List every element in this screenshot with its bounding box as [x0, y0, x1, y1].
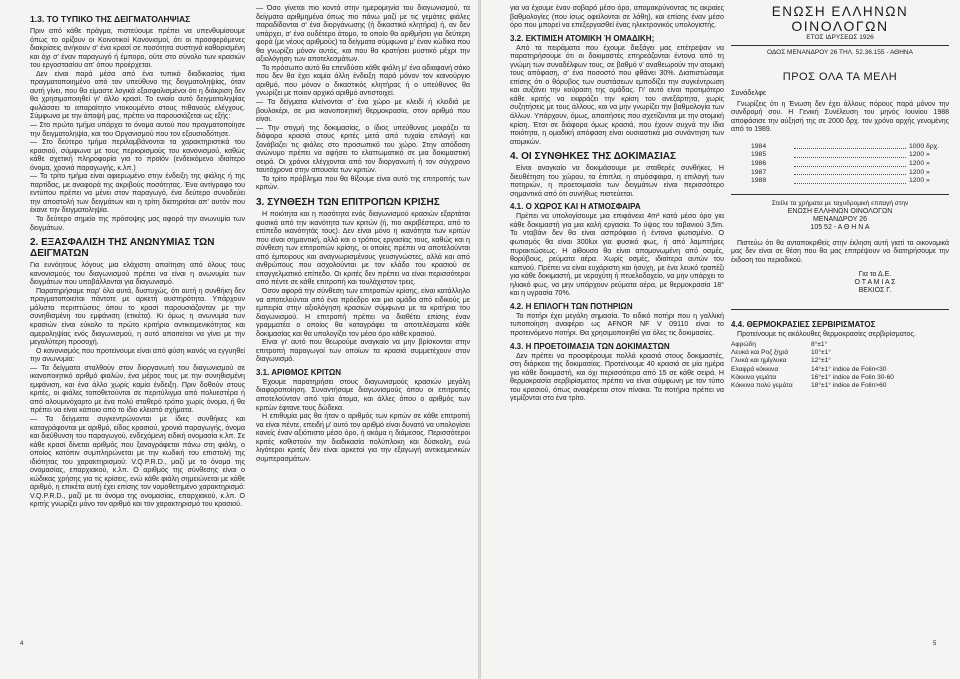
serving-temperature: 10°±1° — [811, 349, 831, 357]
page-number-right: 5 — [933, 641, 937, 647]
subscription-amount: 1200 » — [909, 168, 930, 176]
send-instruction: Στείλε τα χρήματα με ταχυδρομική επιταγή στην — [771, 199, 909, 207]
founded-year: ΕΤΟΣ ΙΔΡΥΣΕΩΣ 1926 — [806, 34, 874, 41]
subscription-year: 1984 — [751, 142, 767, 150]
subscription-list — [731, 143, 949, 186]
wine-type: Αφρώδη — [731, 340, 756, 348]
paragraph: — Το τρίτο τμήμα είναι αφιερωμένο στην ένδειξη της φιάλης ή της παρτίδας, με αναφορά της ακριβούς ποσότητας. Ένα αντίγραφο του εντύπου πρέπει να μένει στον παραγωγό, ένα δεύτερο συνοδεύει την αποστολή των δειγμάτων και η τρίτη διατηρείται απ' αυτόν που έκανε την δειγματοληψία. — [30, 172, 245, 215]
subscription-row — [731, 151, 949, 160]
subscription-amount: 1200 » — [909, 177, 930, 185]
temperature-row — [731, 382, 949, 390]
paragraph: Είναι γι' αυτό που θεωρούμε αναγκαίο να μην βρίσκονται στην επιτροπή παραγωγοί των οποίων τα κρασιά συμμετέχουν στον διαγωνισμό. — [256, 338, 470, 364]
serving-temperature: 18°±1° indice de Folin>60 — [811, 381, 887, 389]
leader-dots — [794, 143, 906, 150]
section-heading-4: 4. ΟΙ ΣΥΝΘΗΚΕΣ ΤΗΣ ΔΟΚΙΜΑΣΙΑΣ — [510, 151, 677, 163]
section-heading-4-4: 4.4. ΘΕΡΜΟΚΡΑΣΙΕΣ ΣΕΡΒΙΡΙΣΜΑΤΟΣ — [731, 320, 876, 330]
leader-dots — [794, 160, 906, 167]
temperature-row — [731, 366, 949, 374]
section-heading-1-3: 1.3. ΤΟ ΤΥΠΙΚΟ ΤΗΣ ΔΕΙΓΜΑΤΟΛΗΨΙΑΣ — [30, 14, 191, 24]
section-heading-4-1: 4.1. Ο ΧΩΡΟΣ ΚΑΙ Η ΑΤΜΟΣΦΑΙΡΑ — [510, 202, 641, 212]
paragraph: Παρατηρήσαμε παρ' όλα αυτά, δυστυχώς, ότι αυτή η συνθήκη δεν πραγματοποιείται πάντοτε με αρκετή αυστηρότητα. Υπάρχουν μάλιστα περιπτώσεις όπου το κρασί παρουσιάζονταν με την συνηθισμένη του εμφάνιση (ετικέτα). Κι όμως η ανωνυμία των κρασιών είναι εύκολο το πρώτο κριτήριο αντικειμενικότητας και αμεροληψίας ενός διαγωνισμού, η αυτό απαιτείται να γίνει με την μεγαλύτερη προσοχή. — [30, 286, 245, 347]
leader-dots — [794, 151, 906, 158]
subscription-amount: 1000 δρχ. — [909, 142, 940, 150]
wine-type: Κόκκινα πολύ γεμάτα — [731, 381, 793, 389]
paragraph: Το τρίτο πρόβλημα που θα θίξουμε είναι αυτό της επιτροπής των κριτών. — [256, 174, 470, 192]
announcement-box — [731, 4, 949, 390]
right-column-3 — [510, 4, 724, 403]
section-heading-4-3: 4.3. Η ΠΡΟΕΤΟΙΜΑΣΙΑ ΤΩΝ ΔΟΚΙΜΑΣΤΩΝ — [510, 341, 670, 351]
leader-dots — [794, 169, 906, 176]
paragraph: Όσον αφορά την σύνθεση των επιτροπών κρίσης, είναι κατάλληλο να αποτελούνται από ένα πρόεδρο και μια ομάδα από ειδικούς με εμπειρία στην αξιολόγηση κρασιών σύμφωνα με τα κριτήρια του διαγωνισμού. Η επιτροπή πρέπει να διαθέτει επίσης έναν γραμματέα ο οποίος θα καταγράφει τα αποτελέσματα κάθε δοκιμασίας και θα υπολογίζει τον μέσο όρο κάθε κρασιού. — [256, 286, 470, 338]
paragraph: Η επιθυμία μας θα ήταν ο αριθμός των κριτών σε κάθε επιτροπή να είναι πέντε, επειδή μ' αυτό τον αριθμό είναι δυνατό να υπολογίσει κανείς έναν αξιόπιστο μέσο όρο, ή ακόμα η διάμεσος. Περισσότεροι κριτές καθιστούν την διαδικασία πολύπλοκη και δύσκολη, ενώ λιγότεροι κριτές δεν είναι αρκετοί για την εξαγωγή αντικειμενικών συμπερασμάτων. — [256, 412, 470, 463]
section-heading-4-2: 4.2. Η ΕΠΙΛΟΓΗ ΤΩΝ ΠΟΤΗΡΙΩΝ — [510, 301, 633, 311]
to-all-members-heading: ΠΡΟΣ ΟΛΑ ΤΑ ΜΕΛΗ — [782, 71, 898, 83]
divider — [731, 45, 949, 46]
leader-dots — [794, 177, 906, 184]
wine-type: Ελαφρά κόκκινα — [731, 365, 779, 373]
serving-temperature: 14°±1° indice de Folin<30 — [811, 365, 887, 373]
serving-temperature: 12°±1° — [811, 357, 831, 365]
send-association-name: ΕΝΩΣΗ ΕΛΛΗΝΩΝ ΟΙΝΟΛΟΓΩΝ — [787, 207, 893, 215]
serving-temperature: 8°±1° — [811, 340, 828, 348]
announcement-body: Γνωρίζεις ότι η Ένωση δεν έχει άλλους πόρους παρά μόνον την συνδρομή σου. Η Γενική Συνέλευση του μηνός Ιουνίου 1988 αποφάσισε την αύξησή της σε 2000 δρχ. τον χρόνο αρχής γενομένης από το 1989. — [731, 100, 949, 134]
subscription-row — [731, 169, 949, 178]
divider — [731, 309, 949, 310]
paragraph: Πρέπει να υπολογίσουμε μια επιφάνεια 4m² κατά μέσο όρο για κάθε δοκιμαστή για μια καλή εργασία. Το ύψος του ταβανιού 3,5m. Το νταβάνι δεν θα είναι ασπρόφαιο ή έντονα φωτισμένο. Ο φωτισμός θα είναι 300lux για φυσικό φως, ή από λαμπτήρες πυρακτώσεως. Η αίθουσα θα είναι απομονωμένη από οσμές, θορύβους, ρεύματα αέρα. Χωρίς οσμές, ιδιαίτερα αυτών του καπνού. Πρέπει να είναι ευχάριστη και ήσυχη, με ένα λευκό τραπέζι για κάθε δοκιμαστή, με νεροχύτη ή πτυελοδοχείο, να μην υπάρχει το ηλιακό φως, να μην υπάρχουν ρεύματα αέρα, με θερμοκρασία 18° και η υγρασία 70%. — [510, 212, 724, 298]
temperature-row — [731, 357, 949, 365]
wine-type: Λευκά και Ροζ ξηρά — [731, 349, 789, 357]
wine-type: Κόκκινα γεμάτα — [731, 373, 777, 381]
for-board: Για το Δ.Ε. — [858, 271, 892, 279]
subscription-row — [731, 143, 949, 152]
paragraph: Έχουμε παρατηρήσει στους διαγωνισμούς κρασιών μεγάλη διαφοροποίηση. Συναντήσαμε διαγωνισμούς όπου οι επιτροπές αποτελούνταν από τρία άτομα, και άλλες όπου ο αριθμός των κριτών έφτανε τους δώδεκα. — [256, 377, 470, 412]
section-heading-3-1: 3.1. ΑΡΙΘΜΟΣ ΚΡΙΤΩΝ — [256, 367, 342, 377]
divider — [731, 194, 949, 195]
left-page — [0, 0, 478, 679]
paragraph: Δεν είναι παρά μέσα από ένα τυπικό διαδικασίας τίμια πραγματοποιημένο από τον υπεύθυνο της δειγματοληψίας, όταν αυτή γίνει, που θα είμαστε λογικά εξασφαλισμένοι ότι η διάκριση δεν θα χρησιμοποιηθεί γι' άλλο κρασί. Το ενιαίο αυτό δειγματοληψίας φυλάσσει το απαραίτητο ντοκουμέντο στους πιθανούς ελέγχους. Σύμφωνα με την άποψή μας, πρέπει να παρουσιάζεται ως εξής: — [30, 69, 245, 121]
treasurer-signature: ΒΕΚΙΟΣ Γ. — [858, 287, 892, 295]
send-city: 105 52 - Α Θ Η Ν Α — [810, 223, 870, 231]
send-street: ΜΕΝΑΝΔΡΟΥ 26 — [812, 215, 868, 223]
paragraph: Από τα πειράματα που έχουμε διεξάγει μας επέτρεψαν να παρατηρήσουμε ότι οι δοκιμαστές επηρεάζονται έντονα από τη γνώμη των συναδέλφων τους, σε βαθμό ν' αναθεωρούν την ατομική τους απόφαση, σ' ένα ποσοστό που φθάνει 30%. Διαπιστώσαμε επίσης ότι ο θόρυβος των συστάσεων εμποδίζει την συγκέντρωση και αυξάνει την κούραση της ομάδας. Γι' αυτό είναι προτιμότερο κάθε κριτής να εκφράζει την κρίση του ανεξάρτητα, χωρίς συζητήσεις με τους άλλους, και να μην γνωρίζει την βαθμολογία των άλλων. Υπάρχουν, όμως, απαιτήσεις που σχετίζονται με την ατομική κρίση. Έτσι σε διάφορα όμως κρασιά, που έχουν συχνά την ίδια ποιότητα, η ομαδική απόφαση είναι ουσιαστικά μια συνάντηση των ατομικών. — [510, 43, 724, 146]
subscription-year: 1987 — [751, 168, 767, 176]
page-number-left: 4 — [20, 641, 24, 647]
subscription-row — [731, 160, 949, 169]
section-heading-3: 3. ΣΥΝΘΕΣΗ ΤΩΝ ΕΠΙΤΡΟΠΩΝ ΚΡΙΣΗΣ — [256, 197, 440, 209]
subscription-row — [731, 177, 949, 186]
temperature-row — [731, 341, 949, 349]
association-name-line1: ΕΝΩΣΗ ΕΛΛΗΝΩΝ — [771, 4, 909, 19]
subscription-amount: 1200 » — [909, 151, 930, 159]
right-page — [481, 0, 960, 679]
serving-temperature: 16°±1° indice de Folin 30-60 — [811, 373, 894, 381]
subscription-year: 1986 — [751, 159, 767, 167]
paragraph: — Τα δείγματα κλείνονται σ' ένα χώρο με κλειδί ή κλειδιά με βουλοκέρι, σε μια ικανοποιητική θερμοκρασία, στον αριθμό που είναι. — [256, 98, 470, 124]
association-name-line2: ΟΙΝΟΛΟΓΩΝ — [791, 18, 889, 34]
section-heading-3-2: 3.2. ΕΚΤΙΜΙΣΗ ΑΤΟΜΙΚΗ Ή ΟΜΑΔΙΚΗ; — [510, 33, 655, 43]
paragraph: — Την στιγμή της δοκιμασίας, ο ίδιος υπεύθυνος μοιράζει τα διάφορα κρασιά στους κριτές μετά από τυχαία επιλογή και ξανάβαζει τις φιάλες στο προσωπικό του χώρο. Στην απόδοση ανώνυμο πρέπει να αφήσει το ελαττωματικό σε μια δοκιμαστική σειρά. Οι χρόνοι ελέγχονται από τον διοργανωτή ή τον σύγχρονο ταυτόχρονα στην απουσία των κριτών. — [256, 123, 470, 175]
subscription-amount: 1200 » — [909, 159, 930, 167]
paragraph: Το ποτήρι έχει μεγάλη σημασία. Το ειδικό ποτήρι που η γαλλική τυποποίηση αναφέρει ως AFNOR NF V 09110 είναι το προτεινόμενο ποτήρι. Θα χρησιμοποιηθεί για όλες τις δοκιμασίες. — [510, 311, 724, 337]
paragraph: — Τα δείγματα σταλθούν στον διοργανωτή του διαγωνισμού σε ικανοποιητικό αριθμό φιαλών, ένα μέρος τους με την συνηθισμένη εμφάνιση, και ένα άλλο χωρίς καμία ένδειξη. Πριν δοθούν στους κριτές, οι φιάλες τοποθετούνται σε περιτύλιγμα από πολυεστέρα ή από αλουμινόχαρτο με ένα πολύ σταθερό τρόπο χωρίς όνομα, ή θα πρέπει να είναι κάποιο από το ίδιο κλειστό σχήματα. — [30, 363, 245, 415]
paragraph: Πριν από κάθε πράγμα, πιστεύουμε πρέπει να υπενθυμίσουμε όπως το ορίζουν οι Κοινοτικοί Κανονισμοί, ότι οι προσφερόμενες διακρίσεις ανήκουν σ' ένα κρασί σε ποσότητα συστηνά καθορισμένη και όχι σ' έναν παραγωγό ή έμπορο, ούτε στο σύνολο των κρασιών του εργοστασίου απ' όπου προέρχεται. — [30, 27, 245, 70]
temperature-table — [731, 341, 949, 390]
treasurer-title: Ο Τ Α Μ Ι Α Σ — [854, 279, 896, 287]
salutation: Συνάδελφε — [731, 88, 767, 97]
subscription-year: 1985 — [751, 151, 767, 159]
paragraph: — Στο δεύτερο τμήμα περιλαμβάνονται τα χαρακτηριστικά του κρασιού, σύμφωνα με τους περιορισμούς του κανονισμού, καθώς κάθε σχετική πληροφορία για το προϊόν (ενδεικόμενο ιδιαίτερο όνομα, χρονιά παραγωγής, κ.λπ.) — [30, 138, 245, 172]
left-column-2 — [256, 4, 470, 463]
paragraph: Δεν πρέπει να προσφέρουμε πολλά κρασιά στους δοκιμαστές, στη διάρκεια της δοκιμασίας. Προτείνουμε 40 κρασιά σε μία ημέρα για κάθε δοκιμαστή, και όχι περισσότερα από 15 σε κάθε σειρά. Η θερμοκρασία σερβιρίσματος πρέπει να είναι σύμφωνη με τον τύπο του κρασιού, όπως αναφέρεται στον πίνακα. Τα ποτήρια πρέπει να γεμίζονται στο ένα τρίτο. — [510, 351, 724, 403]
paragraph: Για ευνόητους λόγους μια ελάχιστη απαίτηση από όλους τους κανονισμούς του διαγωνισμού πρέπει να είναι η ανωνυμία των δειγμάτων που υποβάλλονται για διαγωνισμό. — [30, 261, 245, 287]
temperature-row — [731, 374, 949, 382]
paragraph: Το δεύτερο σημείο της πρόσοψης μας αφορά την ανωνυμία των δειγμάτων. — [30, 215, 245, 232]
paragraph: — Στο πρώτο τμήμα υπάρχει το όνομα αυτού που πραγματοποίησε την δειγματοληψία, και του Οργανισμού που τον εξουσιοδότησε. — [30, 121, 245, 138]
paragraph: για να έχουμε έναν σοβαρό μέσο όρο, απομακρύνοντας τις ακραίες βαθμολογίες (που ίσως οφείλονται σε λάθη), και επίσης έναν μέσο όρο που μπορεί να επεξεργασθεί ένας ηλεκτρονικός υπολογιστής. — [510, 4, 724, 30]
paragraph: Ο κανονισμός που προτείνουμε είναι από φύση ικανός να εγγυηθεί την ανωνυμία: — [30, 346, 245, 364]
paragraph: — Όσο γίνεται πιο κοντά στην ημερομηνία του διαγωνισμού, τα δείγματα αριθμημένα όπως πιο πάνω μαζί με τις γεμάτες φιάλες παραδίδονται σ' ένα διοργάνωσης (ή δικαστικό κλητήρα) ή, αν δεν υπάρχει, σ' ένα ουδέτερο άτομο, το οποίο θα αριθμήσει για δεύτερη φορά (με νέους αριθμούς) τα δείγματα σύμφωνα μ' έναν κώδικα που θα γνωρίζει μόνον αυτός, και που θα κρατήσει μυστικό μέχρι την αξιολόγηση των αποτελεσμάτων. — [256, 4, 470, 64]
paragraph: Η ποιότητα και η ποσότητα ενός διαγωνισμού κρασιών εξαρτάται φυσικά από την ικανότητα των κριτών (ή, πιο ακριβέστερα, από το επίπεδο ικανότητάς τους). Δεν είναι μόνο η ικανότητα των κριτών που είναι σημαντική, αλλά και ο τρόπος εργασίας τους, καθώς και η σύνθεση των επιτροπών κρίσης, οι οποίες πρέπει να αποτελούνται από έμπειρους και αναγνωρισμένους γευσιγνώστες, αλλά και από ανθρώπους που ασχολούνται με τον κλάδο του κρασιού σε επαγγελματικό επίπεδο. Οι κριτές δεν πρέπει να είναι περισσότεροι από πέντε σε κάθε επιτροπή και τουλάχιστον τρεις. — [256, 210, 470, 287]
paragraph: — Τα δείγματα συγκεντρώνονται με ίδιες συνθήκες και καταγράφονται με αριθμό, είδος κρασιού, χρονιά παραγωγής, όνομα και διεύθυνση του παραγωγού, ενδεχόμενη ειδική ονομασία κ.λπ. Σε κάθε κρασί δίνεται αριθμός που ξαναγράφεται πάνω στη φιάλη, ο οποίος κατόπιν συμπληρώνεται με την κωδική του επιστολή της ιδιότητας του χαρακτηρισμού: V.Q.P.R.D., μαζί με το όνομα της ονομασίας, επαρχιακού, κ.λπ. Ο αριθμός της σύνθεσης είναι ο κώδικας χρήσης για τις κρίσεις, ενώ κάθε φιάλη σημειώνεται με κάθε αριθμό, η επικέτα αυτή έχει επίσης τον νομοθετημένο χαρακτηρισμό: V.Q.P.R.D., μαζί με το όνομα της ονομασίας, επαρχιακού, κ.λπ. Ο κριτής γνωρίζει μόνο τον αριθμό και τον χαρακτηρισμό του κρασιού. — [30, 414, 245, 509]
subscription-year: 1988 — [751, 177, 767, 185]
association-address: ΟΔΟΣ ΜΕΝΑΝΔΡΟΥ 26 ΤΗΛ. 52.36.155 - ΑΘΗΝΑ — [767, 49, 913, 56]
thermo-intro: Προτείνουμε τις ακόλουθες θερμοκρασίες σερβιρίσματος. — [737, 330, 916, 339]
section-heading-2: 2. ΕΞΑΣΦΑΛΙΣΗ ΤΗΣ ΑΝΩΝΥΜΙΑΣ ΤΩΝ ΔΕΙΓΜΑΤΩΝ — [30, 237, 215, 260]
left-column-1 — [30, 14, 245, 509]
wine-type: Γλυκά και ημίγλυκα — [731, 357, 787, 365]
paragraph: Είναι αναγκαίο να δοκιμάσουμε με σταθερές συνθήκες. Η διευθέτηση του χώρου, τα έπιπλα, η ατμόσφαιρα, η επιλογή των ποτηριών, η προετοιμασία των δειγμάτων είναι περισσότερο σημαντικά από ότι συνήθως πιστεύεται. — [510, 164, 724, 198]
paragraph: Το πρόσωπο αυτό θα επενδύσει κάθε φιάλη μ' ένα αδιαφανή σάκο που δεν θα έχει καμία άλλη ένδειξη παρά μόνον τον καινούργιο αριθμό, που μόνον ο δικαστικός κλητήρας ή ο υπεύθυνος θα γνωρίζει με ποιον αρχικό αριθμό αντιστοιχεί. — [256, 63, 470, 98]
closing-paragraph: Πιστεύω ότι θα ανταποκριθείς στην έκληση αυτή γιατί τα οικονομικά μας δεν είναι σε θέση που θα μας επιτρέψουν να διατηρήσουμε την έκδοση του περιοδικού. — [731, 239, 949, 264]
